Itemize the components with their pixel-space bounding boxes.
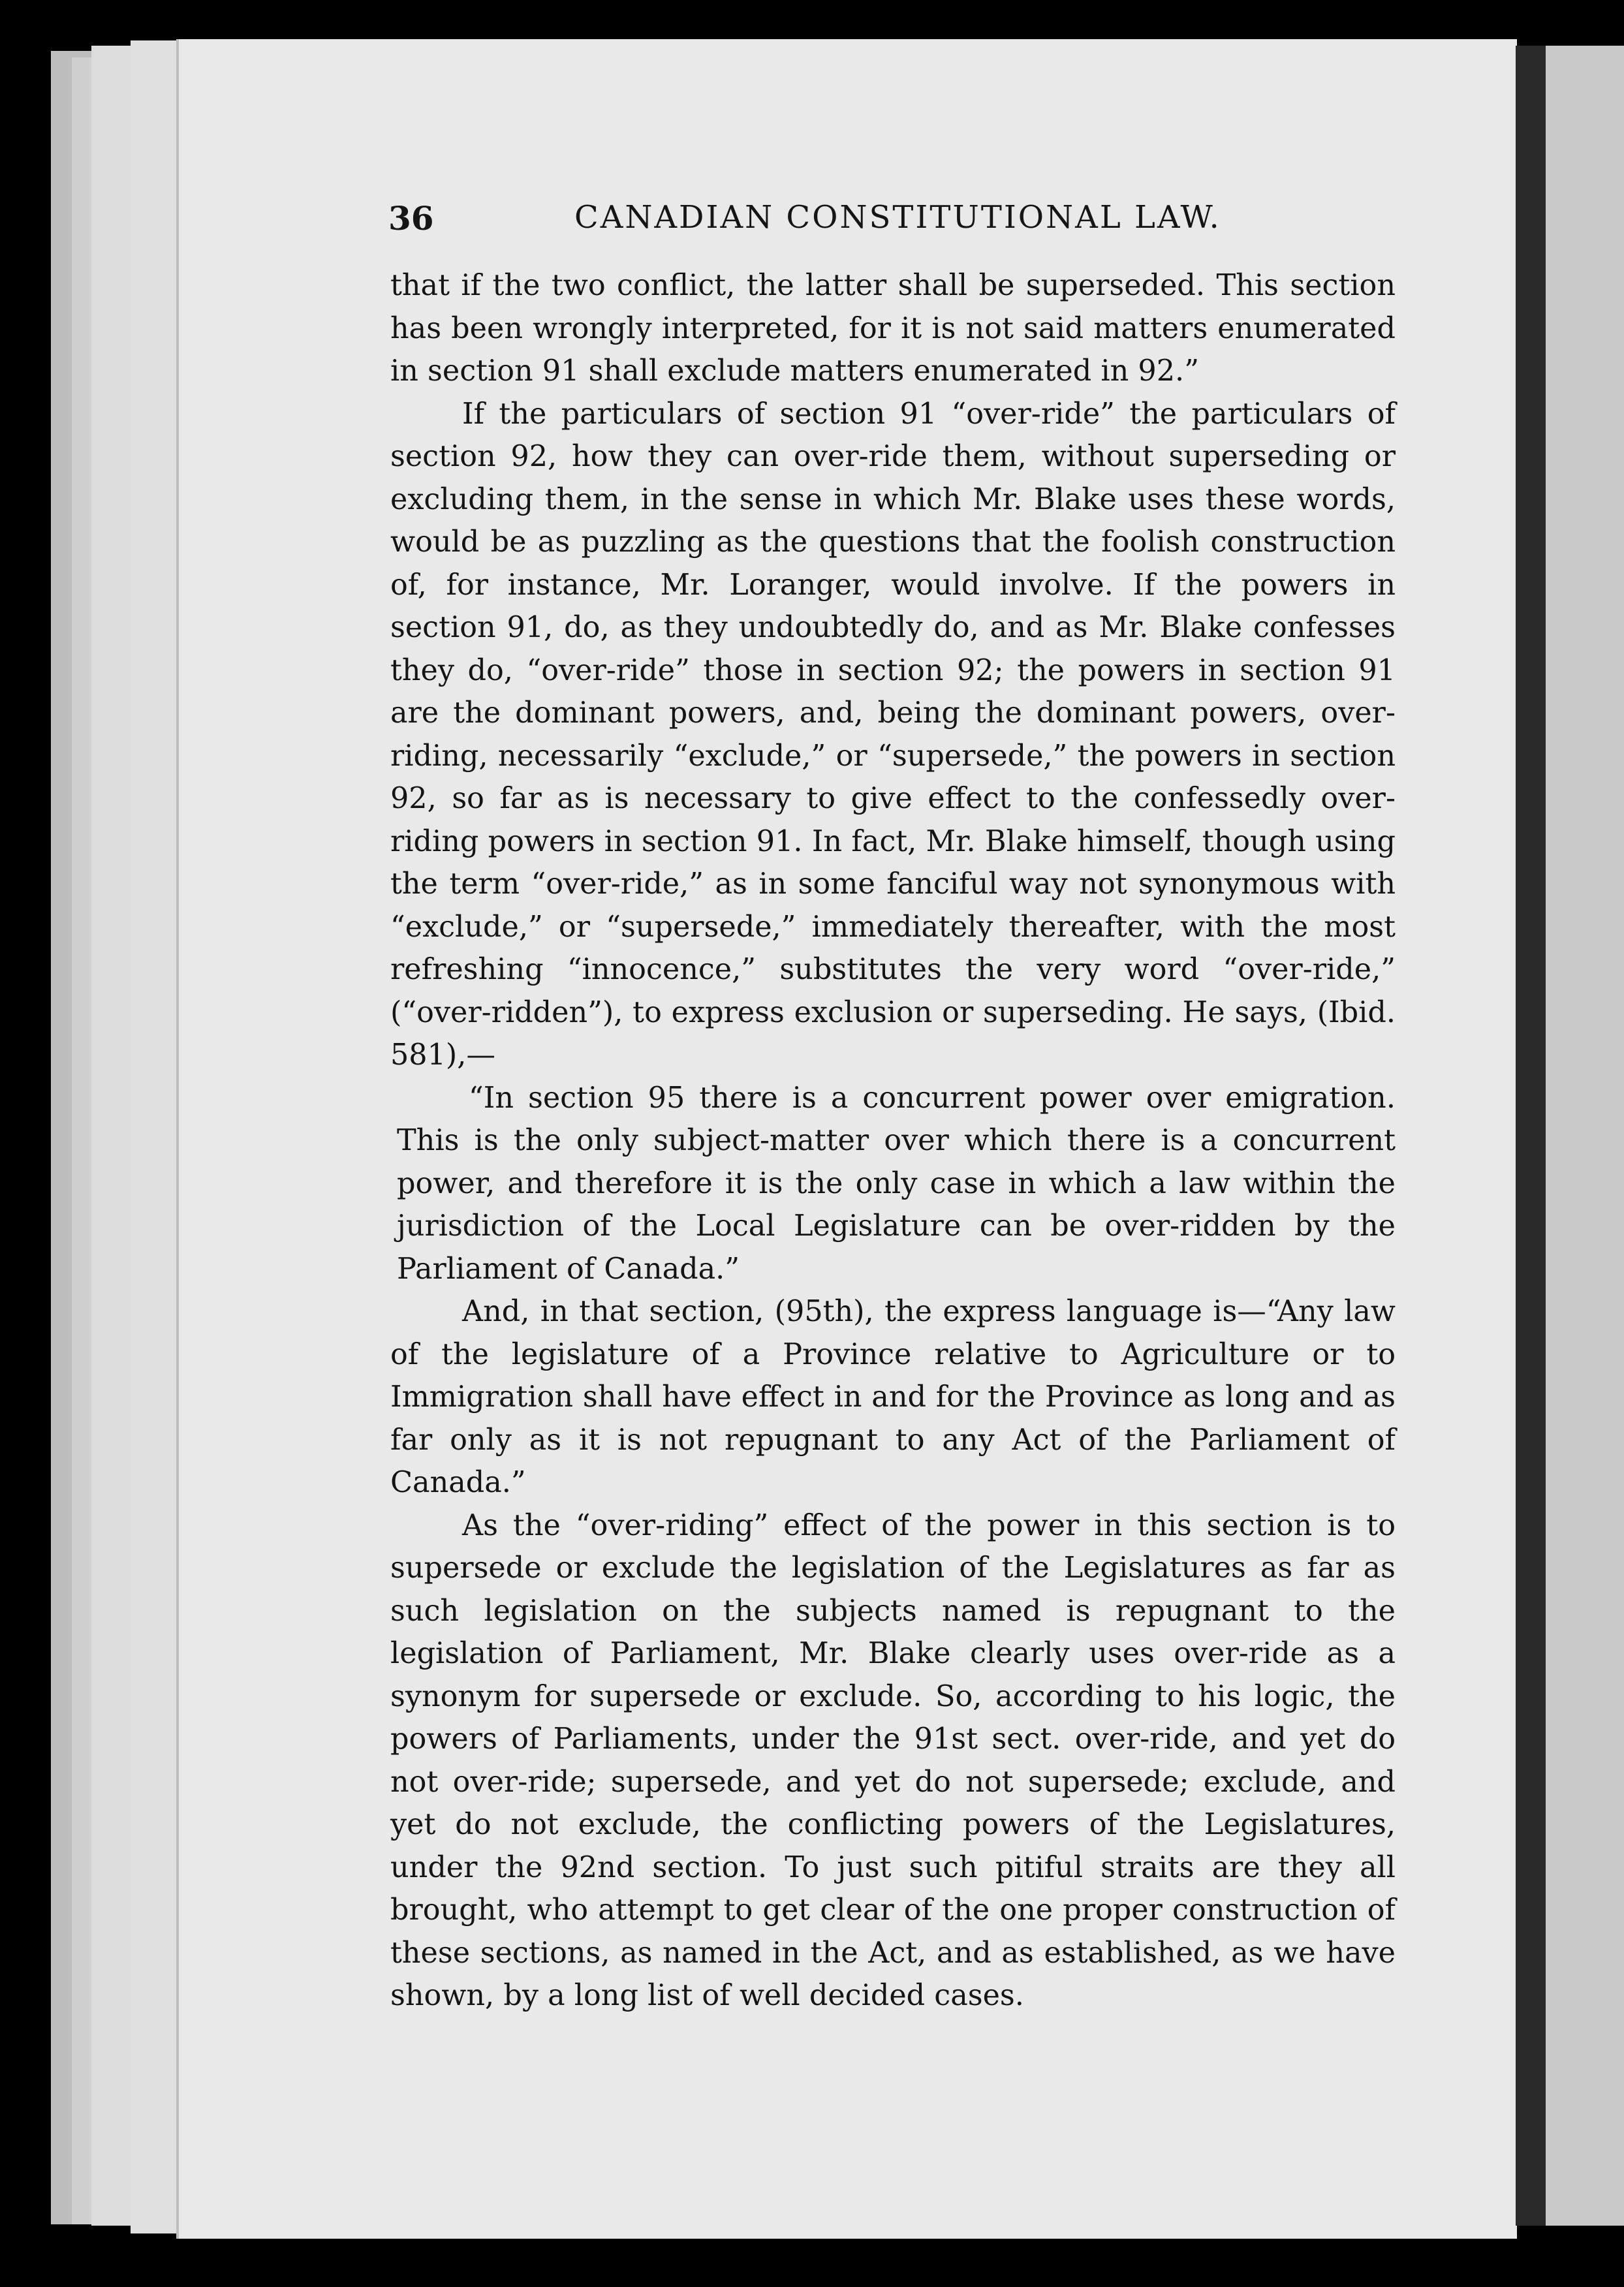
paragraph: And, in that section, (95th), the express language is—“Any law of the legislature of a Province relative to Agriculture or to Immigration shall have effect in and for the Province as long and as far only as it is not repugnant to any Act of the Parliament of Canada.” [390, 1295, 1396, 1499]
paragraph: If the particulars of section 91 “over-ride” the particulars of section 92, how they can over-ride them, without superseding or excluding them, in the sense in which Mr. Blake uses these words, would be as puzzling as the questions that the foolish construction of, for instance, Mr. Loranger, would involve. If the powers in section 91, do, as they undoubtedly do, and as Mr. Blake confesses they do, “over-ride” those in section 92; the powers in section 91 are the dominant powers, and, being the dominant powers, over-riding, necessarily “exclude,” or “supersede,” the powers in section 92, so far as is necessary to give effect to the confessedly over-riding powers in section 91. In fact, Mr. Blake himself, though using the term “over-ride,” as in some fanciful way not synonymous with “exclude,” or “supersede,” immediately thereafter, with the most refreshing “innocence,” substitutes the very word “over-ride,” (“over-ridden”), to express exclusion or superseding. He says, (Ibid. 581),— [390, 397, 1396, 1072]
facing-page-edge [1546, 46, 1624, 2226]
paragraph: that if the two conflict, the latter shall be superseded. This section has been wrongly interpreted, for it is not said matters enumerated in section 91 shall exclude matters enumerated in 92.” [390, 269, 1396, 388]
book-spine [1516, 46, 1546, 2226]
page-number: 36 [388, 199, 434, 238]
page-header [388, 199, 1394, 251]
body-text [390, 264, 1396, 2017]
paragraph: As the “over-riding” effect of the power in this section is to supersede or exclude the legislation of the Legislatures as far as such legislation on the subjects named is repugnant to the legislation of Parliament, Mr. Blake clearly uses over-ride as a synonym for supersede or exclude. So, according to his logic, the powers of Parliaments, under the 91st sect. over-ride, and yet do not over-ride; supersede, and yet do not supersede; exclude, and yet do not exclude, the conflicting powers of the Legislatures, under the 92nd section. To just such pitiful straits are they all brought, who attempt to get clear of the one proper construction of these sections, as named in the Act, and as established, as we have shown, by a long list of well decided cases. [390, 1508, 1396, 2012]
running-title: CANADIAN CONSTITUTIONAL LAW. [574, 199, 1221, 236]
block-quote: “In section 95 there is a concurrent power over emigration. This is the only subject-matter over which there is a concurrent power, and therefore it is the only case in which a law within the jurisdiction of the Local Legislature can be over-ridden by the Parliament of Canada.” [397, 1081, 1396, 1286]
